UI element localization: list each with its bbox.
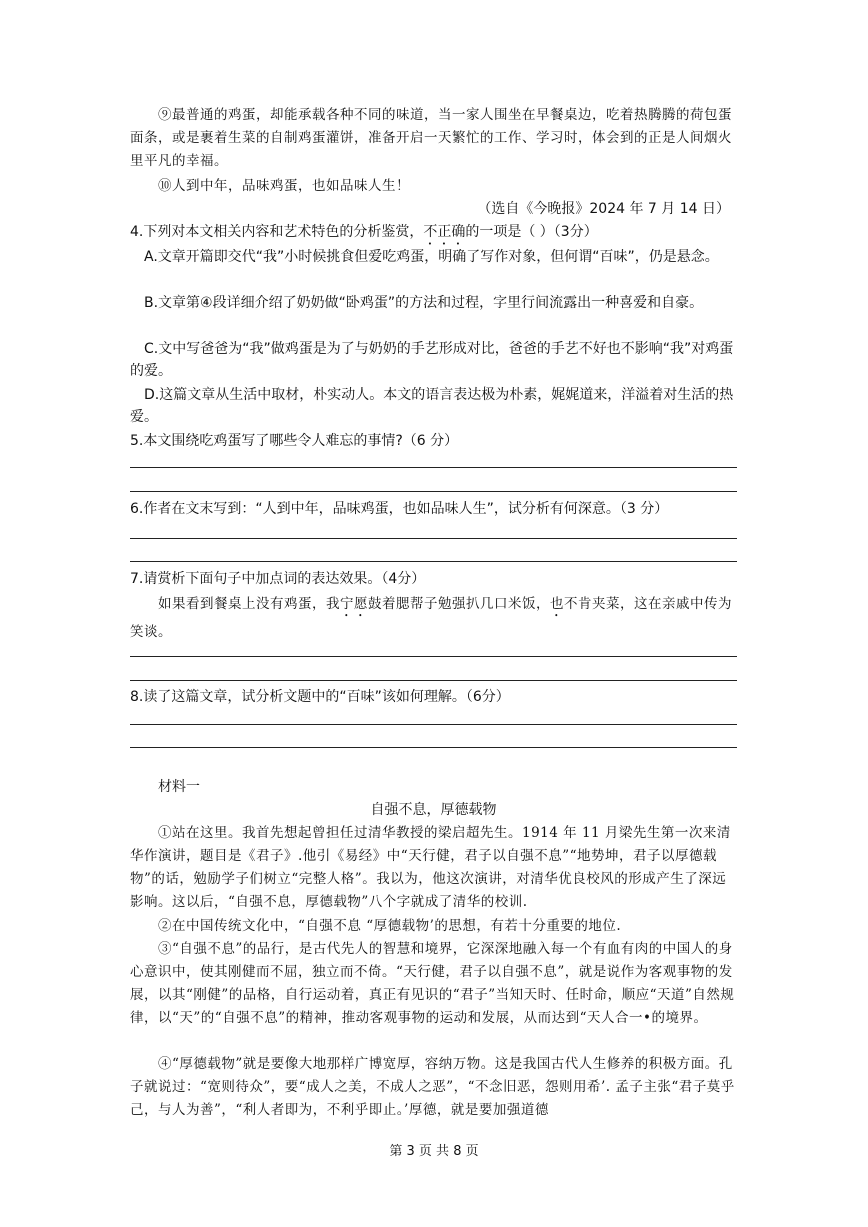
question-6: 6.作者在文末写到：“人到中年，品味鸡蛋，也如品味人生”，试分析有何深意。（3 分） [130, 501, 669, 517]
essay-source: （选自《今晚报》2024 年 7 月 14 日） [477, 201, 730, 217]
question-4-stem-part-b: 的一项是（ ）（3分） [465, 224, 598, 240]
material-paragraph-3: ③“自强不息”的品行，是古代先人的智慧和境界，它深深地融入每一个有血有肉的中国人的身心意识中，使其刚健而不屈，独立而不倚。“天行健，君子以自强不息”，就是说作为客观事物的发展，以其“刚健”的品格，自行运动着，真正有见识的“君子”当知天时、任时命，顺应“天道”自然规律，以“天”的“自强不息”的精神，推动客观事物的运动和发展，从而达到“天人合一•的境界。 [130, 941, 735, 1026]
question-7-quote [130, 592, 737, 644]
answer-line [130, 747, 737, 748]
answer-line [130, 538, 737, 539]
quote-part-a: 如果看到餐桌上没有鸡蛋，我 [158, 596, 340, 612]
page-footer: 第 3 页 共 8 页 [389, 1144, 479, 1159]
answer-line [130, 561, 737, 562]
emphasis-ye: 也 [550, 596, 564, 612]
emphasis-not-correct: 不正确 [423, 224, 466, 240]
quote-part-b: 鼓着腮帮子勉强扒几口米饭， [368, 596, 550, 612]
material-paragraph-4: ④“厚德载物”就是要像大地那样广博宽厚，容纳万物。这是我国古代人生修养的积极方面。孔子就说过：“宽则待众”，要“成人之美，不成人之恶”，“不念旧恶，怨则用希’. 孟子主张“君子莫乎己，与人为善”，“利人者即为，不利乎即止。’厚德，就是要加强道德 [130, 1056, 735, 1118]
question-4-stem [130, 221, 737, 248]
question-7-stem: 7.请赏析下面句子中加点词的表达效果。（4分） [130, 571, 426, 587]
essay-paragraph-10: ⑩人到中年，品味鸡蛋，也如品味人生！ [158, 178, 410, 194]
question-8: 8.读了这篇文章，试分析文题中的“百味”该如何理解。（6分） [130, 689, 510, 705]
question-4-option-a: A.文章开篇即交代“我”小时候挑食但爱吃鸡蛋，明确了写作对象，但何谓“百味”，仍是悬念。 [144, 249, 719, 265]
material-label: 材料一 [158, 779, 200, 795]
material-paragraph-1: ①站在这里。我首先想起曾担任过清华教授的梁启超先生。1914 年 11 月梁先生第一次来清华作演讲，题目是《君子》.他引《易经》中“天行健，君子以自强不息”“地势坤，君子以厚德载物”的话，勉励学子们树立“完整人格”。我以为，他这次演讲，对清华优良校风的形成产生了深远影响。这以后，“自强不息，厚德载物”八个字就成了清华的校训. [130, 825, 731, 910]
answer-line [130, 491, 737, 492]
question-5: 5.本文围绕吃鸡蛋写了哪些令人难忘的事情?（6 分） [130, 433, 459, 449]
material-title: 自强不息，厚德载物 [370, 802, 497, 818]
question-4-option-c: C.文中写爸爸为“我”做鸡蛋是为了与奶奶的手艺形成对比，爸爸的手艺不好也不影响“我”对鸡蛋的爱。 [130, 341, 734, 379]
answer-line [130, 656, 737, 657]
question-4-option-b: B.文章第④段详细介绍了奶奶做“卧鸡蛋”的方法和过程，字里行间流露出一种喜爱和自豪。 [144, 295, 704, 311]
question-4-option-d: D.这篇文章从生活中取材，朴实动人。本文的语言表达极为朴素，娓娓道来，洋溢着对生活的热爱。 [130, 387, 734, 425]
answer-line [130, 724, 737, 725]
question-4-stem-part-a: 4.下列对本文相关内容和艺术特色的分析鉴赏， [130, 224, 424, 240]
answer-line [130, 467, 737, 468]
material-paragraph-2: ②在中国传统文化中，“自强不息 “厚德载物’的思想，有若十分重要的地位. [158, 918, 622, 934]
quote-part-c: 不肯夹菜，这在亲戚中传为笑谈。 [130, 596, 732, 640]
answer-line [130, 680, 737, 681]
emphasis-ningyuan: 宁愿 [340, 596, 368, 612]
essay-paragraph-9: ⑨最普通的鸡蛋，却能承载各种不同的味道，当一家人围坐在早餐桌边，吃着热腾腾的荷包蛋面条，或是裹着生菜的自制鸡蛋灌饼，准备开启一天繁忙的工作、学习时，体会到的正是人间烟火里平凡的幸福。 [130, 107, 732, 169]
